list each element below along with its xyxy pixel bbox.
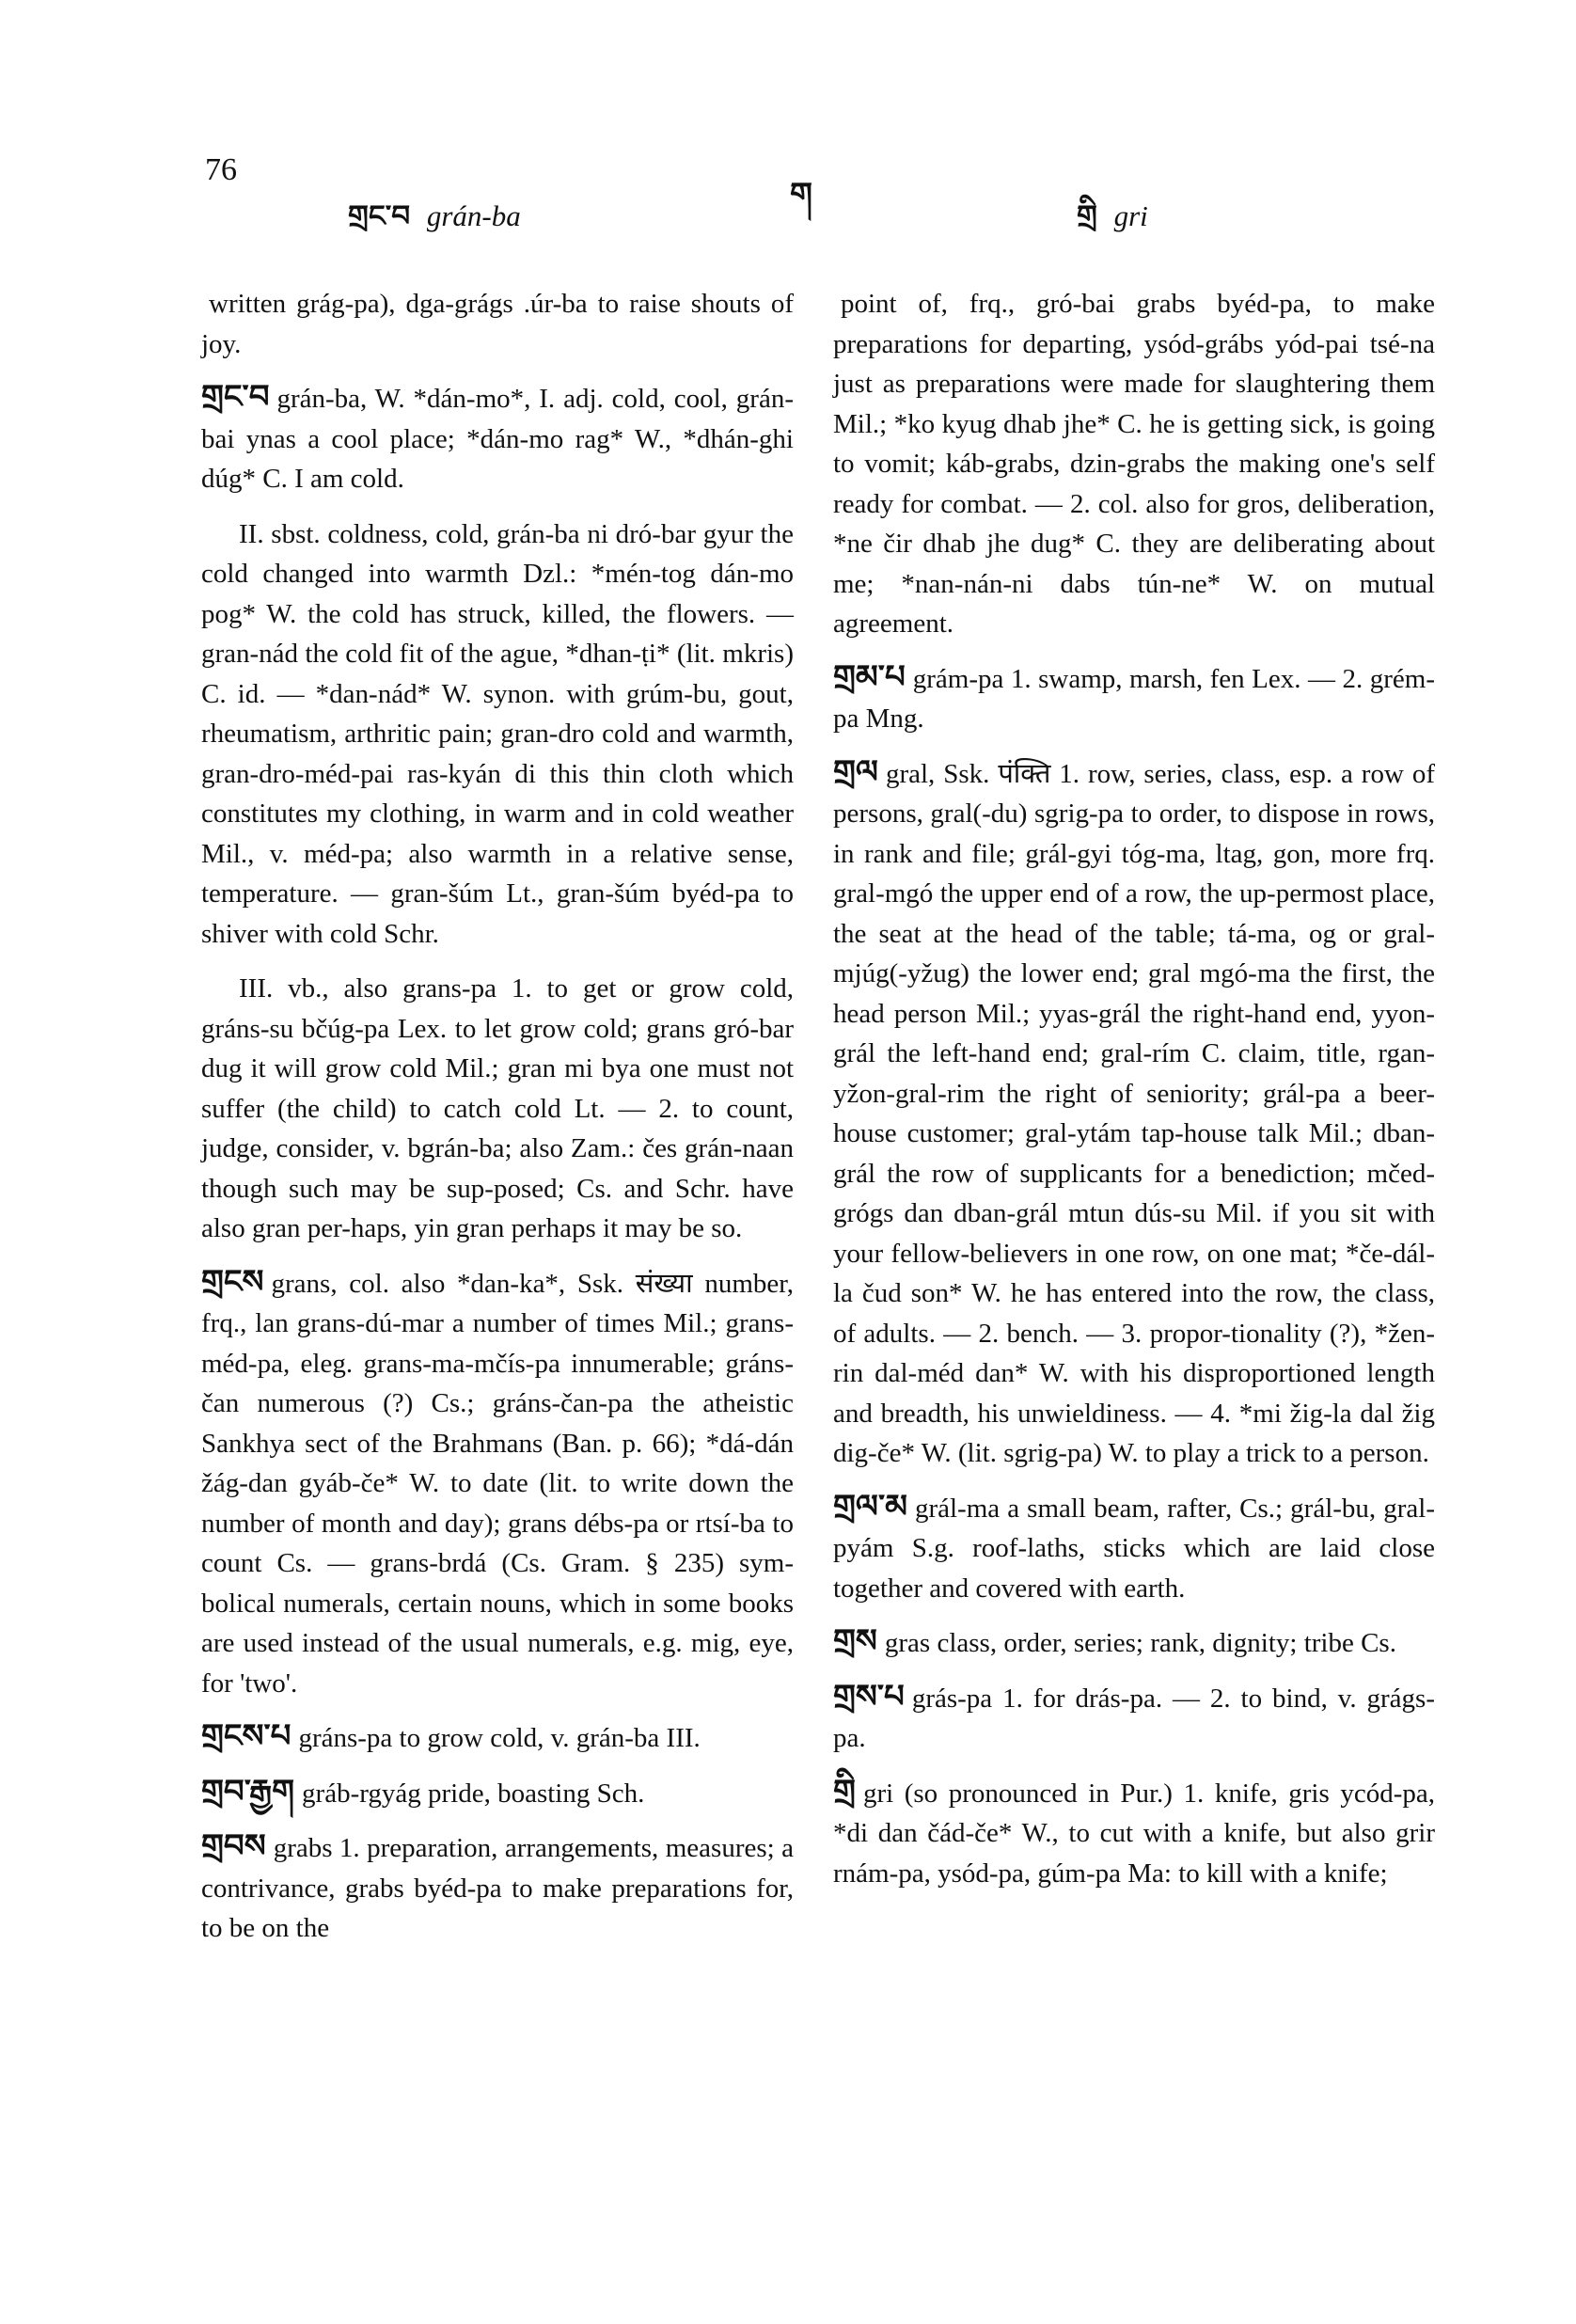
entry-text: point of, frq., gró-bai grabs byéd-pa, to make preparations for departing, ysód-grábs yód-pai tsé-na just as preparations were made for slaughtering them Mil.; *ko kyug dhab jhe* C. he is getting sick, is going to vomit; káb-grabs, dzin-grabs the making one's self ready for combat. — 2. col. also for gros, deliberation, *ne čir dhab jhe dug* C. they are deliberating about me; *nan-nán-ni dabs tún-ne* W. on mutual agreement.: [833, 289, 1435, 639]
entry-paragraph: [833, 657, 1435, 739]
entry-text: grám-pa 1. swamp, marsh, fen Lex. — 2. grém-pa Mng.: [833, 663, 1435, 734]
entry-paragraph: [833, 1677, 1435, 1759]
tibetan-headword: གྲས: [833, 1622, 877, 1660]
entry-text: II. sbst. coldness, cold, grán-ba ni dró-bar gyur the cold changed into warmth Dzl.: *mén-tog dán-mo pog* W. the cold has struck, killed, the flowers. — gran-nád the cold fit of the ague, *dhan-ṭi* (lit. mkris) C. id. — *dan-nád* W. synon. with grúm-bu, gout, rheumatism, arthritic pain; gran-dro cold and warmth, gran-dro-méd-pai ras-kyán di this thin cloth which constitutes my clothing, in warm and in cold weather Mil., v. méd-pa; also warmth in a relative sense, temperature. — gran-šúm Lt., gran-šúm byéd-pa to shiver with cold Schr.: [201, 518, 794, 949]
tibetan-headword: གྲངས་པ: [201, 1717, 292, 1755]
running-head-right-translit: gri: [1113, 199, 1148, 232]
tibetan-headword: གྲས་པ: [833, 1677, 905, 1715]
entry-paragraph: [201, 1716, 794, 1759]
tibetan-headword: གྲབ་རྒྱག: [201, 1772, 295, 1810]
entry-paragraph: [833, 282, 1435, 644]
running-head-left-translit: grán-ba: [426, 199, 521, 232]
entry-text: grán-ba, W. *dán-mo*, I. adj. cold, cool, grán-bai ynas a cool place; *dán-mo rag* W., *dhán-ghi dúg* C. I am cold.: [201, 384, 794, 494]
tibetan-headword: གྲབས: [201, 1827, 266, 1865]
right-column: [833, 282, 1435, 1906]
entry-paragraph: [833, 752, 1435, 1474]
entry-paragraph: [201, 513, 794, 955]
entry-paragraph: [201, 967, 794, 1249]
entry-paragraph: [201, 1772, 794, 1814]
entry-paragraph: [201, 1262, 794, 1704]
entry-text: grans, col. also *dan-ka*, Ssk. संख्या number, frq., lan grans-dú-mar a number of times Mil.; grans-méd-pa, eleg. grans-ma-mčís-pa innumerable; gráns-čan numerous (?) Cs.; gráns-čan-pa the atheistic Sankhya sect of the Brahmans (Ban. p. 66); *dá-dán žág-dan gyáb-če* W. to date (lit. to write down the number of month and day); grans débs-pa or rtsí-ba to count Cs. — grans-brdá (Cs. Gram. § 235) sym-bolical numerals, certain nouns, which in some books are used instead of the usual numerals, e.g. mig, eye, for 'two'.: [201, 1268, 794, 1699]
entry-text: gras class, order, series; rank, dignity; tribe Cs.: [884, 1628, 1396, 1658]
running-head-left: [348, 183, 521, 265]
entry-paragraph: [201, 377, 794, 499]
section-letter: ག: [790, 176, 812, 213]
tibetan-headword: གྲི: [833, 1772, 856, 1810]
entry-text: gráb-rgyág pride, boasting Sch.: [302, 1778, 645, 1809]
running-head-right: [1077, 183, 1148, 265]
entry-text: gráns-pa to grow cold, v. grán-ba III.: [298, 1723, 701, 1753]
entry-paragraph: [201, 1826, 794, 1949]
entry-paragraph: [833, 1772, 1435, 1894]
tibetan-headword: གྲལ་མ: [833, 1487, 907, 1526]
entry-text: grál-ma a small beam, rafter, Cs.; grál-bu, gral-pyám S.g. roof-laths, sticks which are laid close together and covered with earth.: [833, 1493, 1435, 1604]
entry-text: III. vb., also grans-pa 1. to get or grow cold, gráns-su bčúg-pa Lex. to let grow cold; grans gró-bar dug it will grow cold Mil.; gran mi bya one must not suffer (the child) to catch cold Lt. — 2. to count, judge, consider, v. bgrán-ba; also Zam.: čes grán-naan though such may be sup-posed; Cs. and Schr. have also gran per-haps, yin gran perhaps it may be so.: [201, 973, 794, 1243]
entry-text: written grág-pa), dga-grágs .úr-ba to raise shouts of joy.: [201, 289, 794, 359]
tibetan-headword: གྲམ་པ: [833, 657, 906, 696]
entry-paragraph: [833, 1621, 1435, 1664]
left-column: [201, 282, 794, 1962]
entry-text: gri (so pronounced in Pur.) 1. knife, gris ycód-pa, *di dan čád-če* W., to cut with a knife, but also grir rnám-pa, ysód-pa, gúm-pa Ma: to kill with a knife;: [833, 1778, 1435, 1889]
tibetan-headword: གྲལ: [833, 752, 878, 791]
tibetan-headword: གྲང་བ: [201, 378, 270, 416]
running-head-right-tibetan: གྲི: [1077, 199, 1097, 233]
entry-paragraph: [201, 282, 794, 364]
entry-text: grás-pa 1. for drás-pa. — 2. to bind, v. grágs-pa.: [833, 1683, 1435, 1753]
entry-text: gral, Ssk. पंक्ति 1. row, series, class, esp. a row of persons, gral(-du) sgrig-pa to order, to dispose in rows, in rank and file; grál-gyi tóg-ma, ltag, gon, more frq. gral-mgó the upper end of a row, the up-permost place, the seat at the head of the table; tá-ma, og or gral-mjúg(-yžug) the lower end; gral mgó-ma the first, the head person Mil.; yyas-grál the right-hand end, yyon-grál the left-hand end; gral-rím C. claim, title, rgan-yžon-gral-rim the right of seniority; grál-pa a beer-house customer; gral-ytám tap-house talk Mil.; dban-grál the row of supplicants for a benediction; mčed-grógs dan dban-grál mtun dús-su Mil. if you sit with your fellow-believers in one row, on one mat; *če-dál-la čud son* W. he has entered into the row, the class, of adults. — 2. bench. — 3. propor-tionality (?), *žen-rin dal-méd dan* W. with his disproportioned length and breadth, his unwieldiness. — 4. *mi žig-la dal žig dig-če* W. (lit. sgrig-pa) W. to play a trick to a person.: [833, 758, 1435, 1468]
entry-text: grabs 1. preparation, arrangements, measures; a contrivance, grabs byéd-pa to make preparations for, to be on the: [201, 1833, 794, 1943]
running-head-left-tibetan: གྲང་བ: [348, 199, 411, 233]
page-number: 76: [205, 152, 237, 187]
entry-paragraph: [833, 1487, 1435, 1609]
tibetan-headword: གྲངས: [201, 1262, 264, 1301]
